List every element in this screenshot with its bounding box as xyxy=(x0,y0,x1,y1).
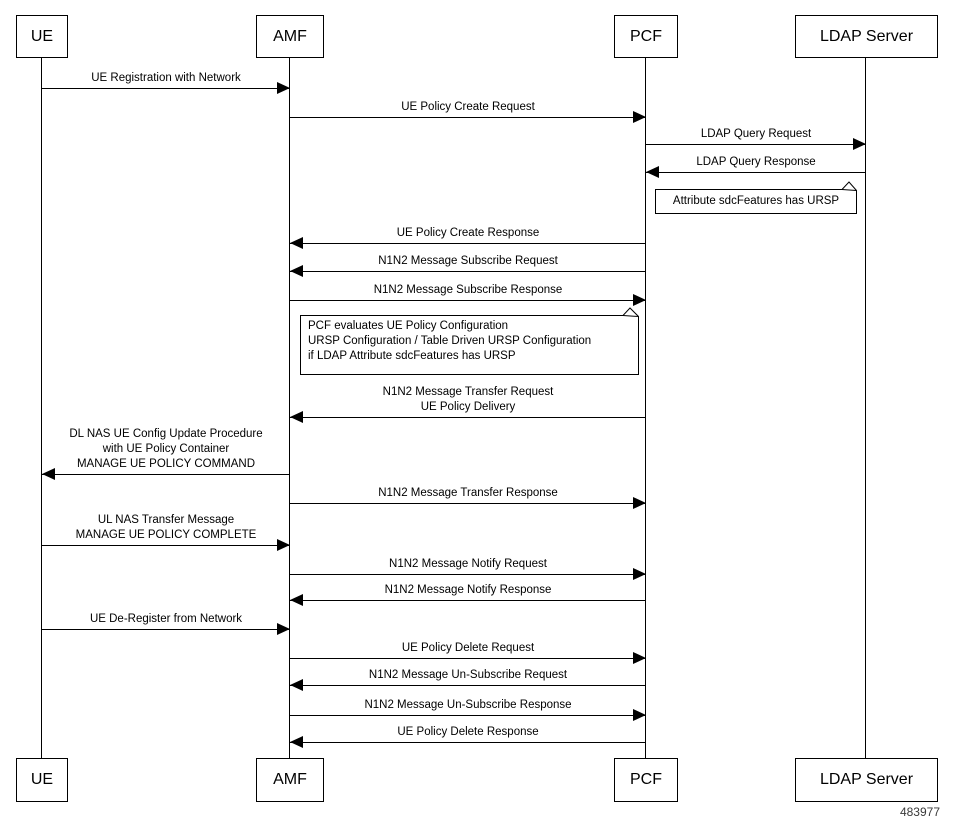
message-label: N1N2 Message Un-Subscribe Request xyxy=(368,669,568,681)
note-line: if LDAP Attribute sdcFeatures has URSP xyxy=(308,350,516,362)
arrowhead-left-icon xyxy=(290,265,303,277)
message-line xyxy=(42,629,290,630)
message-label: N1N2 Message Subscribe Request xyxy=(378,255,558,267)
arrowhead-left-icon xyxy=(290,736,303,748)
message-label: MANAGE UE POLICY COMMAND xyxy=(76,458,256,470)
message-line xyxy=(290,300,646,301)
actor-label: AMF xyxy=(273,27,307,45)
actor-box-pcf-bottom xyxy=(614,758,678,802)
message-label: UE Policy Delivery xyxy=(420,401,516,413)
actor-box-ue-top xyxy=(16,15,68,58)
message-line xyxy=(290,417,646,418)
message-label: N1N2 Message Subscribe Response xyxy=(373,284,563,296)
message-label: MANAGE UE POLICY COMPLETE xyxy=(75,529,257,541)
arrowhead-right-icon xyxy=(277,82,290,94)
arrowhead-right-icon xyxy=(633,111,646,123)
arrowhead-right-icon xyxy=(277,623,290,635)
actor-label: UE xyxy=(30,27,54,45)
actor-label: LDAP Server xyxy=(819,771,914,788)
note-pcf-evaluates xyxy=(300,307,639,375)
lifeline-ldap xyxy=(865,58,866,759)
message-label: UE Policy Delete Response xyxy=(397,726,539,738)
message-label: UE Policy Delete Request xyxy=(401,642,535,654)
actor-box-ldap-bottom xyxy=(795,758,938,802)
message-label: LDAP Query Request xyxy=(700,128,812,140)
note-line: Attribute sdcFeatures has URSP xyxy=(672,195,840,207)
arrowhead-right-icon xyxy=(633,652,646,664)
note-line: PCF evaluates UE Policy Configuration xyxy=(308,320,509,332)
message-line xyxy=(290,117,646,118)
message-label: UE Policy Create Request xyxy=(401,101,535,113)
arrowhead-right-icon xyxy=(633,568,646,580)
arrowhead-right-icon xyxy=(277,539,290,551)
actor-box-ldap-top xyxy=(795,15,938,58)
arrowhead-left-icon xyxy=(42,468,55,480)
arrowhead-left-icon xyxy=(290,411,303,423)
message-line xyxy=(646,172,866,173)
arrowhead-right-icon xyxy=(633,294,646,306)
actor-label: AMF xyxy=(273,771,307,788)
arrowhead-left-icon xyxy=(290,594,303,606)
message-line xyxy=(290,503,646,504)
message-line xyxy=(290,600,646,601)
message-label: N1N2 Message Notify Response xyxy=(384,584,552,596)
message-label: N1N2 Message Transfer Request xyxy=(382,386,554,398)
message-line xyxy=(290,574,646,575)
message-label: with UE Policy Container xyxy=(102,443,230,455)
actor-label: LDAP Server xyxy=(819,27,914,45)
actor-box-pcf-top xyxy=(614,15,678,58)
actor-label: PCF xyxy=(630,771,662,788)
message-line xyxy=(646,144,866,145)
message-label: UE Policy Create Response xyxy=(396,227,540,239)
lifeline-amf xyxy=(289,58,290,759)
message-line xyxy=(42,545,290,546)
arrowhead-right-icon xyxy=(853,138,866,150)
arrowhead-left-icon xyxy=(646,166,659,178)
arrowhead-right-icon xyxy=(633,709,646,721)
actor-label: UE xyxy=(30,771,54,788)
message-line xyxy=(290,271,646,272)
actor-box-amf-top xyxy=(256,15,324,58)
message-label: DL NAS UE Config Update Procedure xyxy=(69,428,263,440)
message-label: LDAP Query Response xyxy=(696,156,816,168)
note-line: URSP Configuration / Table Driven URSP Configuration xyxy=(308,335,592,347)
message-line xyxy=(290,715,646,716)
message-label: UL NAS Transfer Message xyxy=(97,514,235,526)
arrowhead-left-icon xyxy=(290,237,303,249)
message-line xyxy=(290,243,646,244)
arrowhead-right-icon xyxy=(633,497,646,509)
figure-number: 483977 xyxy=(899,805,940,819)
message-label: UE Registration with Network xyxy=(91,72,241,84)
message-label: N1N2 Message Un-Subscribe Response xyxy=(364,699,572,711)
message-line xyxy=(290,742,646,743)
lifeline-ue xyxy=(41,58,42,759)
arrowhead-left-icon xyxy=(290,679,303,691)
message-line xyxy=(290,685,646,686)
message-label: N1N2 Message Transfer Response xyxy=(378,487,558,499)
actor-box-ue-bottom xyxy=(16,758,68,802)
message-line xyxy=(42,474,290,475)
note-sdcfeatures xyxy=(655,181,857,214)
actor-box-amf-bottom xyxy=(256,758,324,802)
message-line xyxy=(42,88,290,89)
actor-label: PCF xyxy=(630,27,662,45)
message-label: N1N2 Message Notify Request xyxy=(389,558,547,570)
message-label: UE De-Register from Network xyxy=(89,613,243,625)
message-line xyxy=(290,658,646,659)
